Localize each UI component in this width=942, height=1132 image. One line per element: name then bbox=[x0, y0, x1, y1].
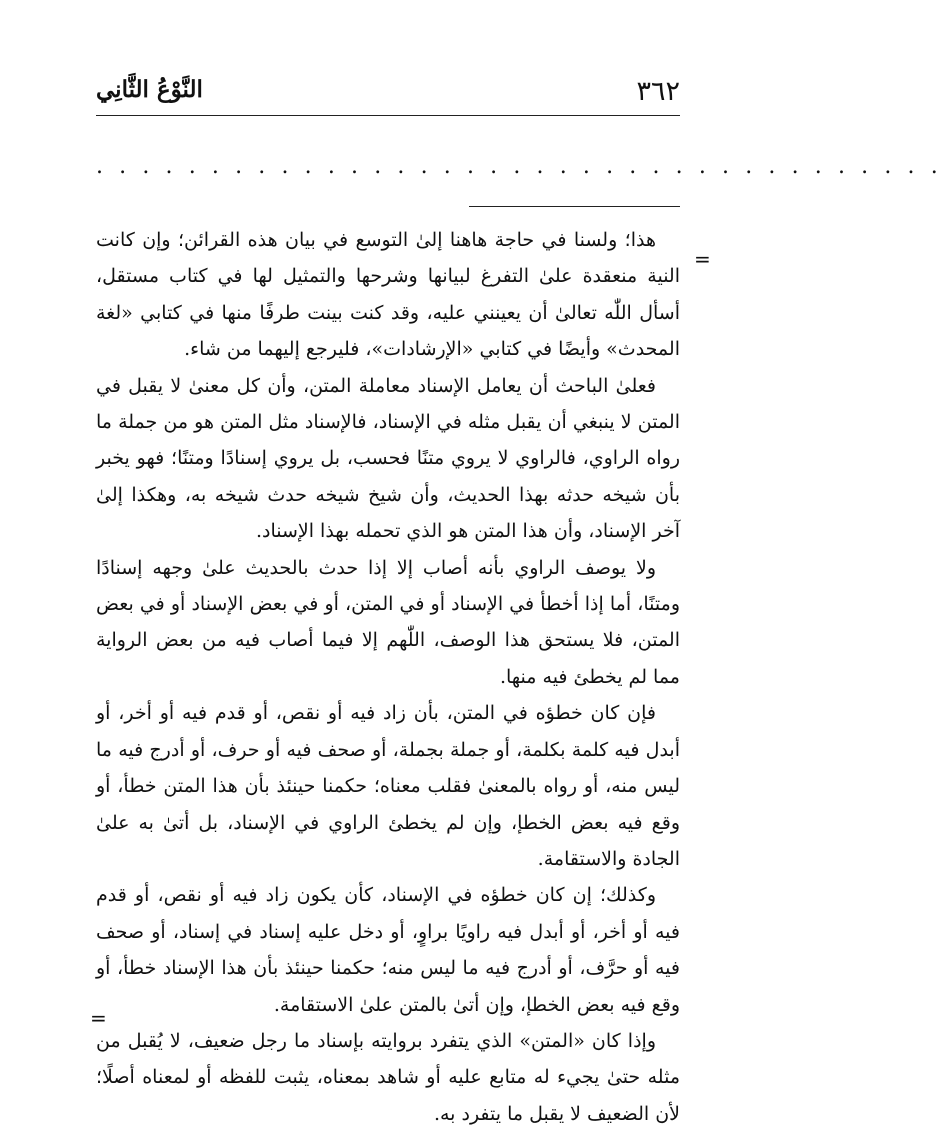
paragraph: فعلىٰ الباحث أن يعامل الإسناد معاملة المتن، وأن كل معنىٰ لا يقبل في المتن لا ينبغي أن يقبل مثله في الإسناد، فالإسناد مثل المتن هو من جملة ما رواه الراوي، فالراوي لا يروي متنًا فحسب، بل يروي إسنادًا ومتنًا؛ فهو يخبر بأن شيخه حدثه بهذا الحديث، وأن شيخ شيخه حدث شيخه به، وهكذا إلىٰ آخر الإسناد، وأن هذا المتن هو الذي تحمله بهذا الإسناد. bbox=[96, 374, 680, 543]
continuation-marker-top: = bbox=[694, 247, 711, 271]
main-text bbox=[96, 222, 680, 1132]
footnote-rule bbox=[469, 206, 680, 207]
separator-dots: . . . . . . . . . . . . . . . . . . . . . . . . . . . . . . . . . . . . . bbox=[96, 154, 942, 179]
continuation-marker-bottom: = bbox=[90, 1006, 107, 1030]
paragraph: ولا يوصف الراوي بأنه أصاب إلا إذا حدث بالحديث علىٰ وجهه إسنادًا ومتنًا، أما إذا أخطأ في الإسناد أو في المتن، أو في بعض الإسناد أو في بعض المتن، فلا يستحق هذا الوصف، اللّٰهم إلا فيما أصاب فيه من بعض الرواية مما لم يخطئ فيه منها. bbox=[96, 556, 680, 688]
page-header bbox=[96, 70, 680, 110]
running-title: النَّوْعُ الثَّانِي bbox=[96, 76, 203, 103]
paragraph: هذا؛ ولسنا في حاجة هاهنا إلىٰ التوسع في بيان هذه القرائن؛ وإن كانت النية منعقدة علىٰ التفرغ لبيانها وشرحها والتمثيل لها في كتاب مستقل، أسأل اللّٰه تعالىٰ أن يعينني عليه، وقد كنت بينت طرفًا منها في كتابي «لغة المحدث» وأيضًا في كتابي «الإرشادات»، فليرجع إليهما من شاء. bbox=[96, 229, 680, 361]
page-number: ٣٦٢ bbox=[636, 76, 680, 107]
paragraph: فإن كان خطؤه في المتن، بأن زاد فيه أو نقص، أو قدم فيه أو أخر، أو أبدل فيه كلمة بكلمة، أو جملة بجملة، أو صحف فيه أو حرف، أو أدرج فيه ما ليس منه، أو رواه بالمعنىٰ فقلب معناه؛ حكمنا حينئذ بأن هذا المتن خطأ، أو وقع فيه بعض الخطإ، وإن لم يخطئ الراوي في الإسناد، بل أتىٰ به علىٰ الجادة والاستقامة. bbox=[96, 702, 680, 870]
header-rule bbox=[96, 115, 680, 116]
paragraph: وكذلك؛ إن كان خطؤه في الإسناد، كأن يكون زاد فيه أو نقص، أو قدم فيه أو أخر، أو أبدل فيه راويًا براوٍ، أو دخل عليه إسناد في إسناد، أو صحف فيه أو حرَّف، أو أدرج فيه ما ليس منه؛ حكمنا حينئذ بأن هذا الإسناد خطأ، أو وقع فيه بعض الخطإ، وإن أتىٰ بالمتن علىٰ الاستقامة. bbox=[96, 884, 680, 1016]
paragraph: وإذا كان «المتن» الذي يتفرد بروايته بإسناد ما رجل ضعيف، لا يُقبل من مثله حتىٰ يجيء له متابع عليه أو شاهد بمعناه، يثبت للفظه أو لمعناه أصلًا؛ لأن الضعيف لا يقبل ما يتفرد به. bbox=[96, 1029, 680, 1125]
